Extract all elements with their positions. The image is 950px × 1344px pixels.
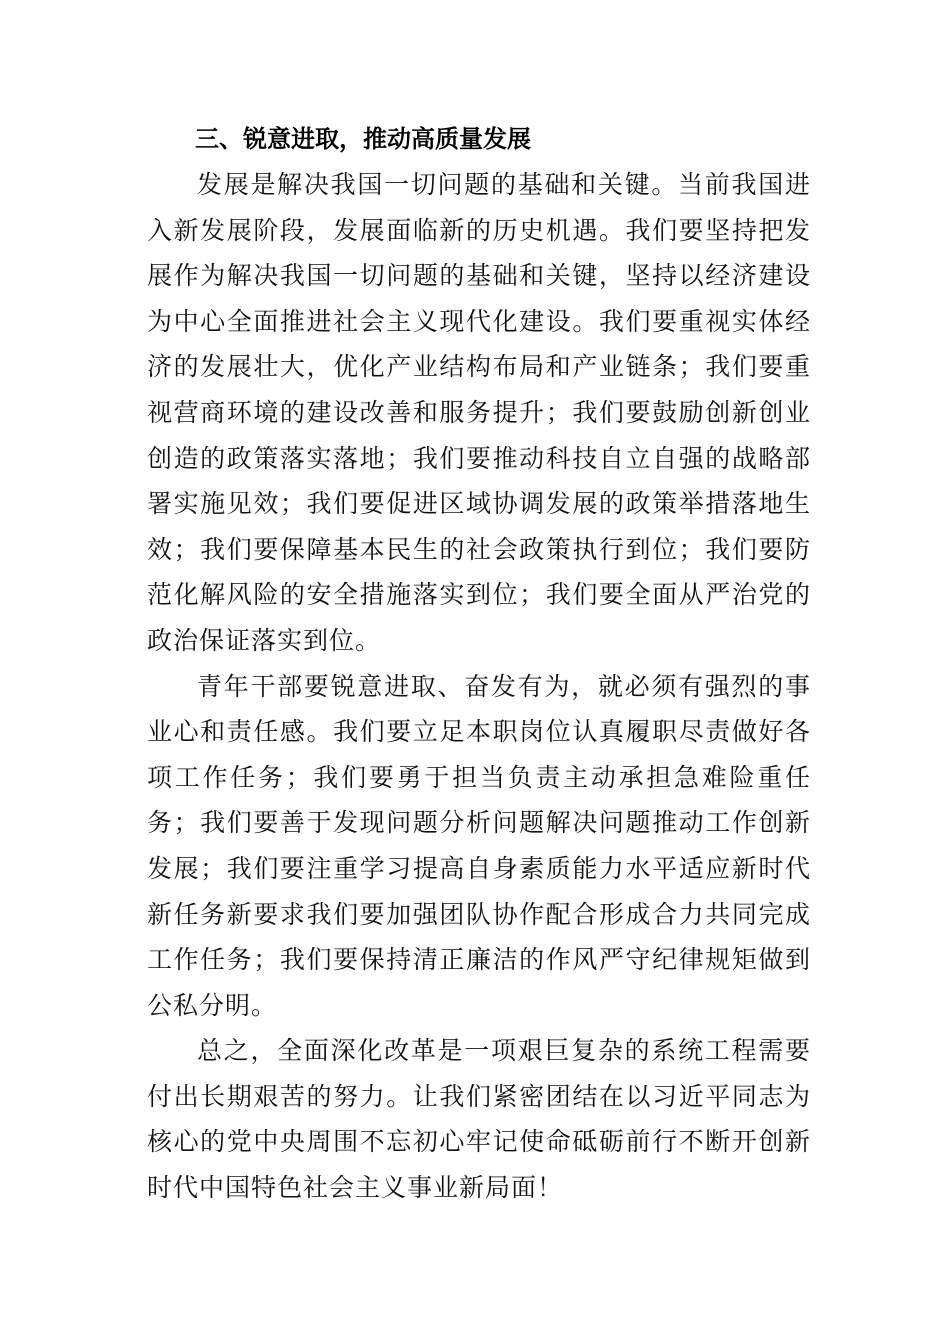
document-body <box>147 116 811 1211</box>
paragraph-development: 发展是解决我国一切问题的基础和关键。当前我国进入新发展阶段，发展面临新的历史机遇。我们要坚持把发展作为解决我国一切问题的基础和关键，坚持以经济建设为中心全面推进社会主义现代化建设。我们要重视实体经济的发展壮大，优化产业结构布局和产业链条；我们要重视营商环境的建设改善和服务提升；我们要鼓励创新创业创造的政策落实落地；我们要推动科技自立自强的战略部署实施见效；我们要促进区域协调发展的政策举措落地生效；我们要保障基本民生的社会政策执行到位；我们要防范化解风险的安全措施落实到位；我们要全面从严治党的政治保证落实到位。 <box>147 170 811 655</box>
paragraph-conclusion: 总之，全面深化改革是一项艰巨复杂的系统工程需要付出长期艰苦的努力。让我们紧密团结在以习近平同志为核心的党中央周围不忘初心牢记使命砥砺前行不断开创新时代中国特色社会主义事业新局面！ <box>147 1036 811 1203</box>
section-heading: 三、锐意进取，推动高质量发展 <box>195 125 531 153</box>
paragraph-young-cadres: 青年干部要锐意进取、奋发有为，就必须有强烈的事业心和责任感。我们要立足本职岗位认真履职尽责做好各项工作任务；我们要勇于担当负责主动承担急难险重任务；我们要善于发现问题分析问题解决问题推动工作创新发展；我们要注重学习提高自身素质能力水平适应新时代新任务新要求我们要加强团队协作配合形成合力共同完成工作任务；我们要保持清正廉洁的作风严守纪律规矩做到公私分明。 <box>147 671 811 1020</box>
